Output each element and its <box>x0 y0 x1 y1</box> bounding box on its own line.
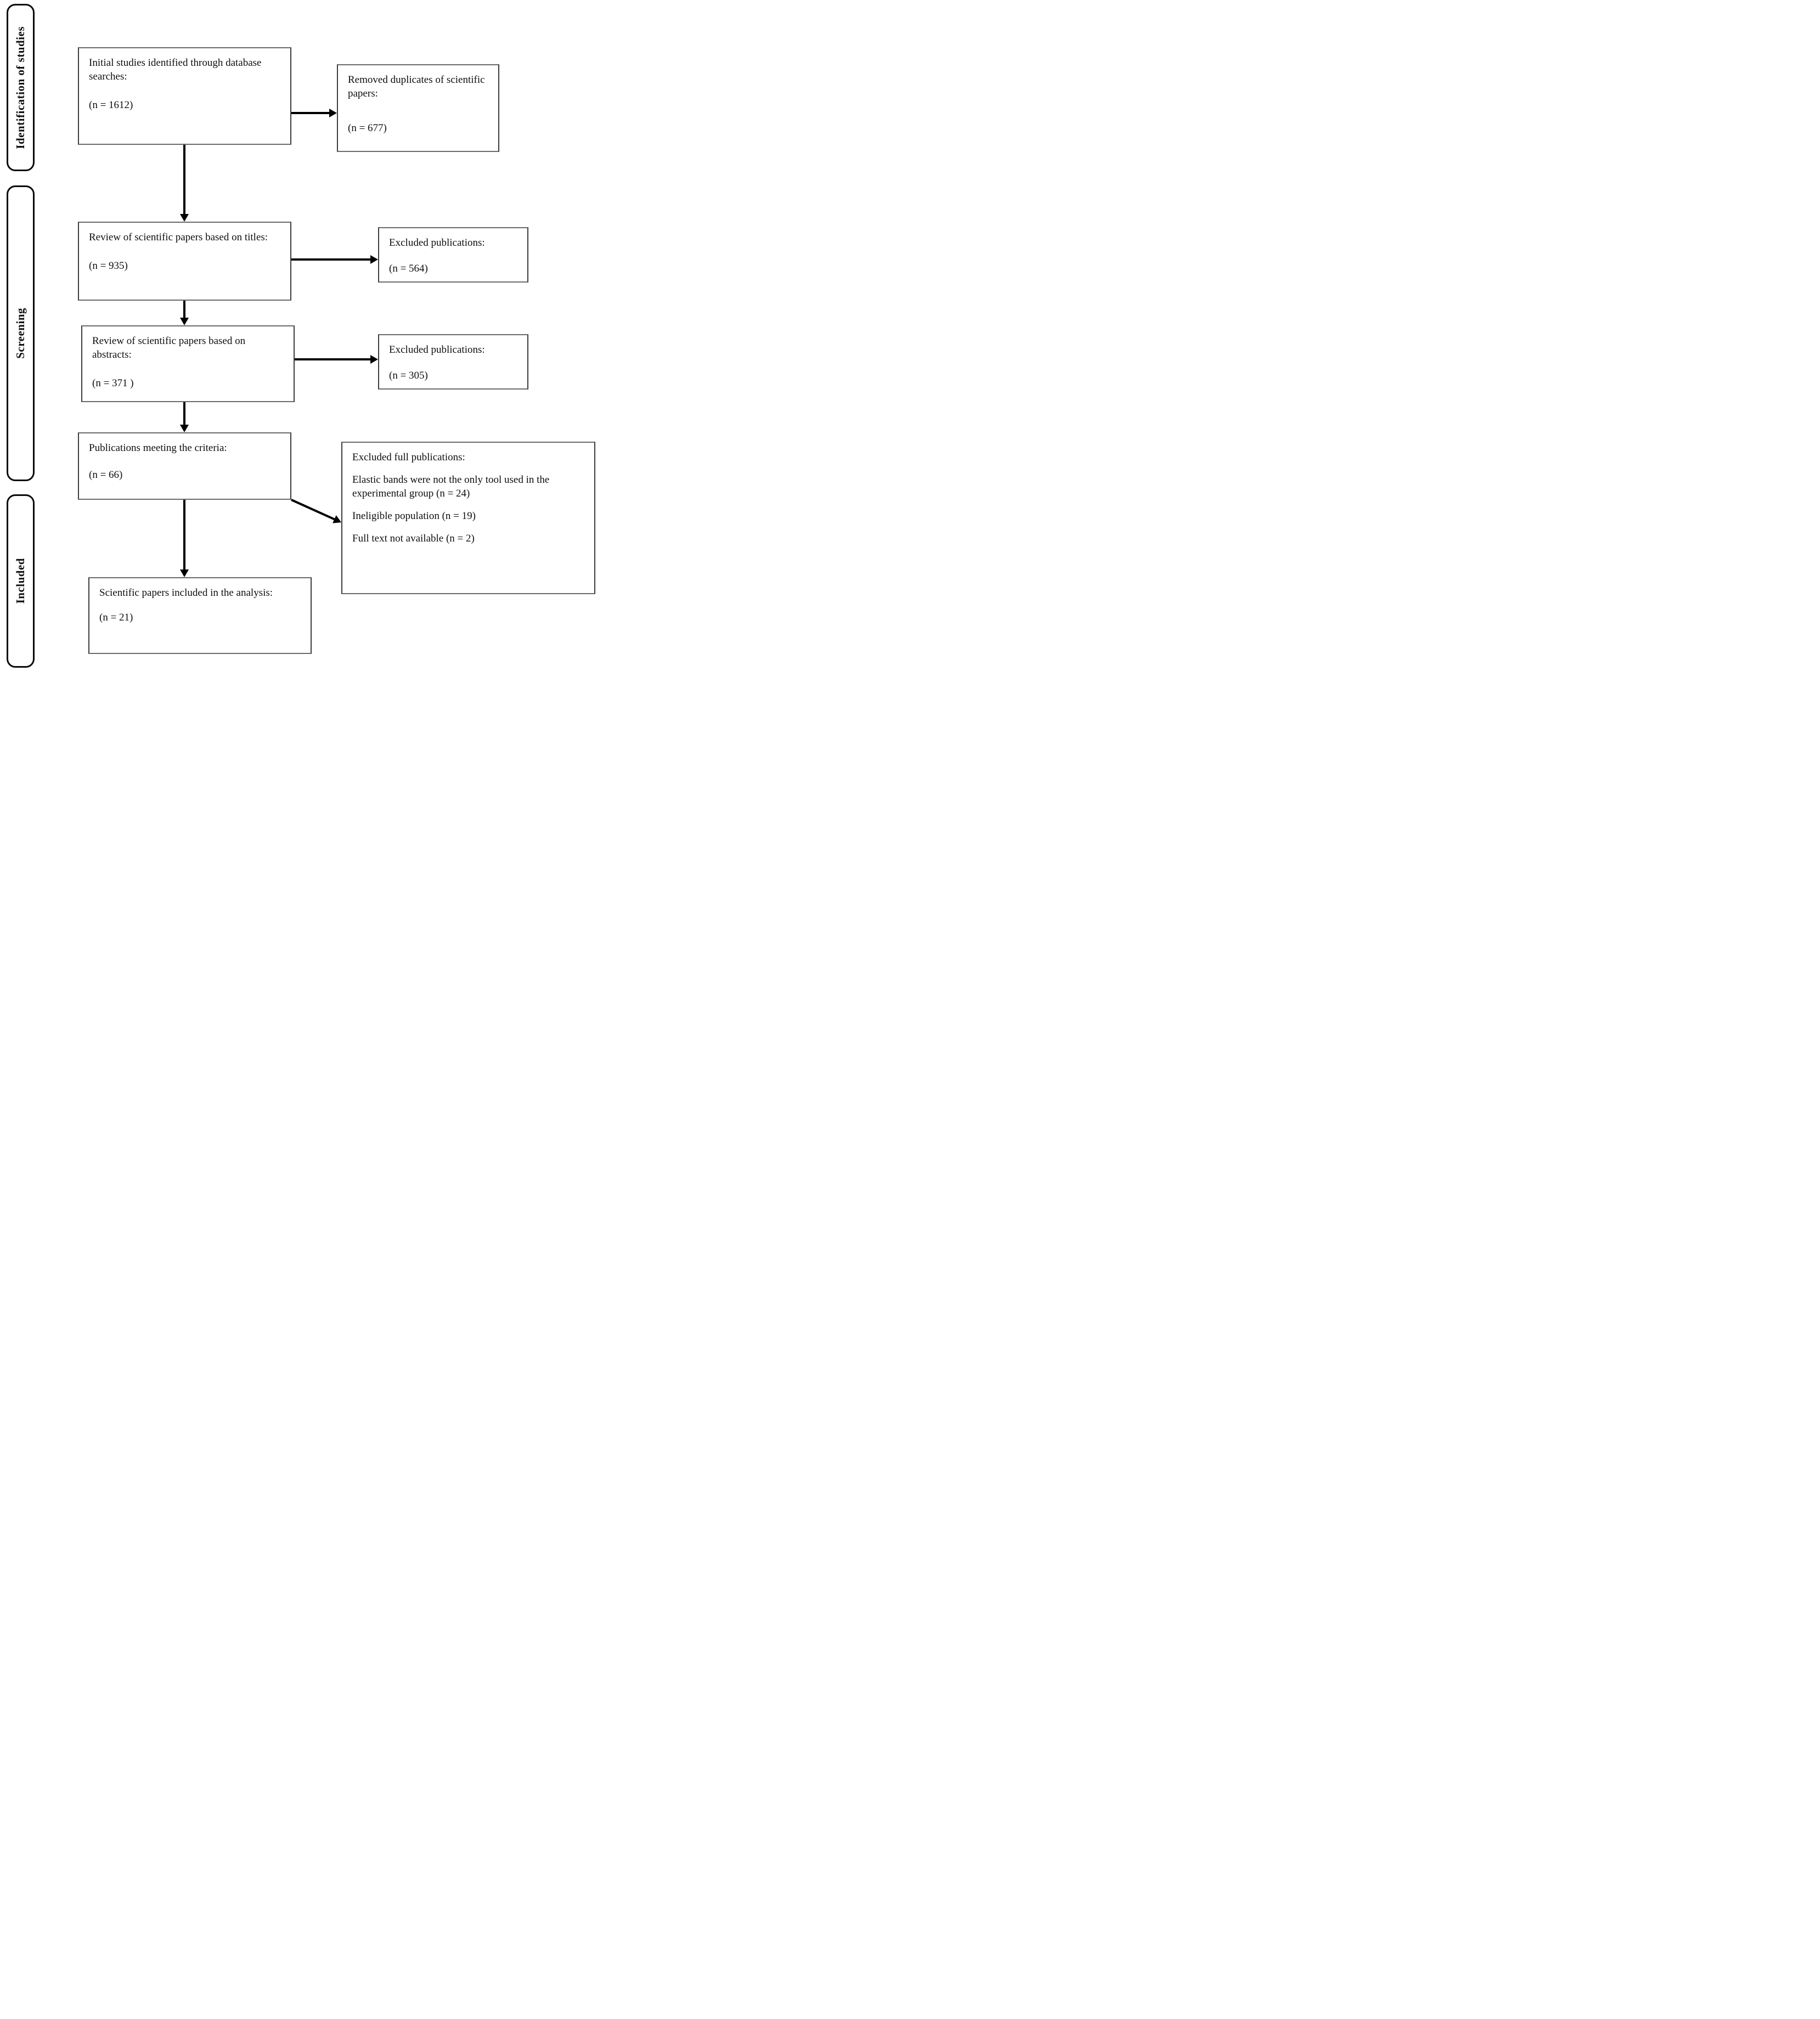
arrow-titles-to-excluded <box>291 258 370 261</box>
arrowhead-right-icon <box>370 355 378 364</box>
exclusion-reason: Elastic bands were not the only tool used in the experimental group (n = 24) <box>352 474 550 500</box>
box-title: Excluded publications: <box>389 237 485 249</box>
flow-box-excluded-titles <box>378 227 528 283</box>
box-title: Review of scientific papers based on titles: <box>89 232 268 243</box>
arrowhead-down-icon <box>180 214 189 222</box>
box-title: Excluded full publications: <box>352 452 465 463</box>
exclusion-reason: Full text not available (n = 2) <box>352 533 475 545</box>
prisma-flow-diagram <box>0 0 607 673</box>
stage-label-screening: Screening <box>14 308 27 359</box>
arrowhead-right-icon <box>329 109 337 117</box>
stage-bracket-identification <box>7 4 35 171</box>
box-count: (n = 1612) <box>89 99 133 111</box>
box-count: (n = 564) <box>389 263 428 275</box>
flow-box-excluded-full-publications <box>341 442 595 594</box>
stage-label-identification: Identification of studies <box>14 26 27 149</box>
flow-box-excluded-abstracts <box>378 334 528 390</box>
arrowhead-down-icon <box>180 425 189 432</box>
arrow-initial-to-titles <box>183 145 185 214</box>
box-count: (n = 935) <box>89 260 128 272</box>
arrow-titles-to-abstracts <box>183 301 185 318</box>
arrow-abstracts-to-excluded <box>295 358 370 360</box>
flow-box-included-analysis <box>88 577 312 654</box>
flow-box-meeting-criteria <box>78 432 291 500</box>
stage-bracket-included <box>7 494 35 668</box>
box-title: Publications meeting the criteria: <box>89 442 227 454</box>
exclusion-reason: Ineligible population (n = 19) <box>352 510 476 522</box>
arrow-initial-to-duplicates <box>291 112 329 114</box>
box-count: (n = 305) <box>389 370 428 382</box>
box-count: (n = 66) <box>89 469 123 481</box>
arrow-criteria-to-excluded-full <box>291 499 335 520</box>
flow-box-removed-duplicates <box>337 64 499 152</box>
flow-box-abstract-review <box>81 325 295 402</box>
box-count: (n = 677) <box>348 122 387 134</box>
flow-box-title-review <box>78 222 291 301</box>
arrow-criteria-to-included <box>183 500 185 569</box>
box-count: (n = 21) <box>99 612 133 624</box>
box-title: Initial studies identified through database searches: <box>89 57 262 83</box>
arrowhead-down-icon <box>180 318 189 325</box>
arrowhead-right-icon <box>370 255 378 264</box>
box-title: Scientific papers included in the analysis: <box>99 587 273 599</box>
box-title: Removed duplicates of scientific papers: <box>348 74 485 100</box>
box-count: (n = 371 ) <box>92 377 134 390</box>
flow-box-initial-studies <box>78 47 291 145</box>
arrow-abstracts-to-criteria <box>183 402 185 425</box>
arrowhead-down-icon <box>180 569 189 577</box>
box-title: Review of scientific papers based on abstracts: <box>92 335 246 361</box>
stage-bracket-screening <box>7 185 35 481</box>
stage-label-included: Included <box>14 558 27 604</box>
box-title: Excluded publications: <box>389 344 485 356</box>
